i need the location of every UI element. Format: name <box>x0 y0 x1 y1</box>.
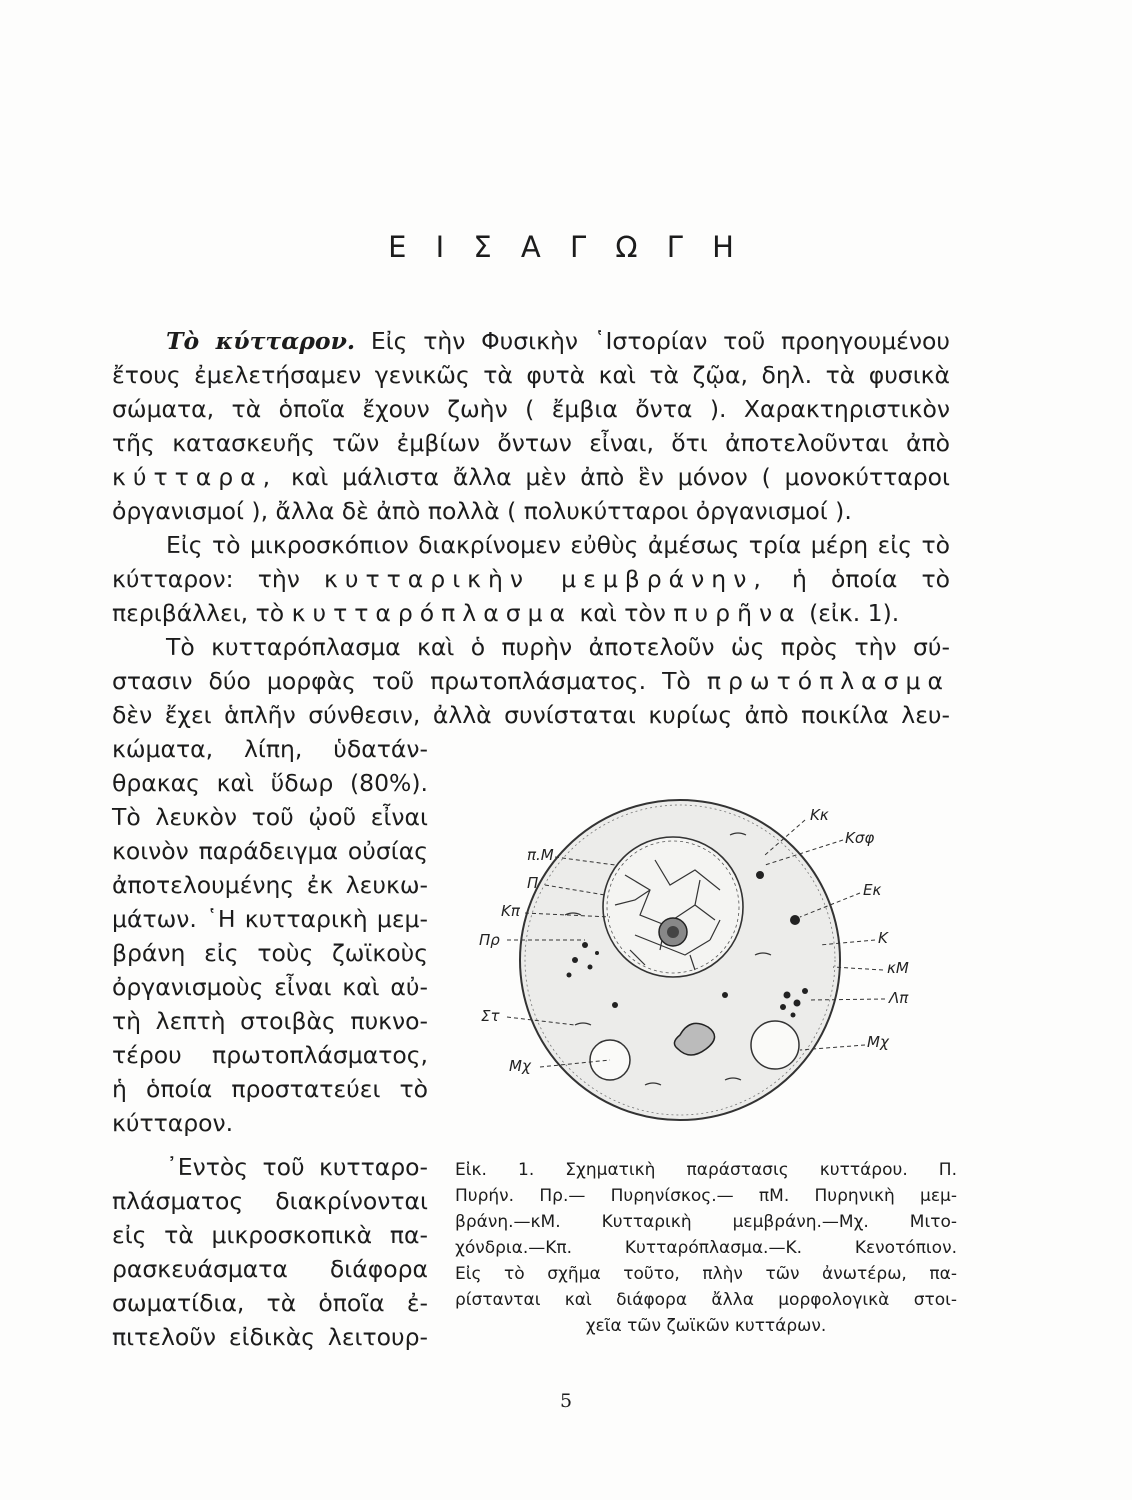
label-Kso: Κσφ <box>845 829 875 847</box>
narrow-line: εἰς τὰ μικροσκοπικὰ πα- <box>112 1221 428 1249</box>
label-Mx-right: Μχ <box>867 1033 889 1051</box>
narrow-line: πιτελοῦν εἰδικὰς λειτουρ- <box>112 1323 428 1351</box>
label-Pr: Πρ <box>479 931 500 949</box>
narrow-line: ρασκευάσματα διάφορα <box>112 1255 428 1283</box>
narrow-line: τέρου πρωτοπλάσματος, <box>112 1041 428 1069</box>
term-kyttara: κύτταρα, <box>112 463 278 491</box>
paragraph-1-line-4: τῆς κατασκευῆς τῶν ἐμβίων ὄντων εἶναι, ὅτι ἀποτελοῦνται ἀπὸ <box>112 429 950 457</box>
paragraph-3-line-3: δὲν ἔχει ἁπλῆν σύνθεσιν, ἀλλὰ συνίσταται κυρίως ἀπὸ ποικίλα λευ- <box>112 701 950 729</box>
term-membrane: κυτταρικὴν μεμβράνην, <box>324 565 768 593</box>
narrow-line: ᾿Εντὸς τοῦ κυτταρο- <box>166 1153 428 1181</box>
label-Ek: Εκ <box>863 881 882 899</box>
narrow-line: κοινὸν παράδειγμα οὐσίας <box>112 837 428 865</box>
term-cytoplasm: κυτταρόπλασμα <box>291 599 573 627</box>
paragraph-1-line-2: ἔτους ἐμελετήσαμεν γενικῶς τὰ φυτὰ καὶ τὰ ζῷα, δηλ. τὰ φυσικὰ <box>112 361 950 389</box>
figure-caption-line: ρίστανται καὶ διάφορα ἄλλα μορφολογικὰ στοι- <box>455 1290 957 1310</box>
narrow-line: βράνη εἰς τοὺς ζωϊκοὺς <box>112 939 428 967</box>
figure-caption-line: Πυρήν. Πρ.— Πυρηνίσκος.— πΜ. Πυρηνικὴ μεμ- <box>455 1186 957 1206</box>
narrow-line: Τὸ λευκὸν τοῦ ᾠοῦ εἶναι <box>112 803 428 831</box>
narrow-line: ἀποτελουμένης ἐκ λευκω- <box>112 871 428 899</box>
narrow-line: μάτων. ῾Η κυτταρικὴ μεμ- <box>112 905 428 933</box>
narrow-line: κύτταρον. <box>112 1109 234 1137</box>
paragraph-2-line-3: περιβάλλει, τὸ κυτταρόπλασμα καὶ τὸν πυρῆνα (εἰκ. 1). <box>112 599 900 627</box>
paragraph-2-line-2: κύτταρον: τὴν κυτταρικὴν μεμβράνην, ἡ ὁποία τὸ <box>112 565 950 593</box>
label-K: Κ <box>878 929 888 947</box>
paragraph-2-line-1: Εἰς τὸ μικροσκόπιον διακρίνομεν εὐθὺς ἀμέσως τρία μέρη εἰς τὸ <box>166 531 950 559</box>
label-Kk: Κκ <box>810 806 829 824</box>
figure-caption-line: χεῖα τῶν ζωϊκῶν κυττάρων. <box>585 1316 827 1336</box>
paragraph-3-line-2: στασιν δύο μορφὰς τοῦ πρωτοπλάσματος. Τὸ πρωτόπλασμα <box>112 667 950 695</box>
paragraph-3-line-1: Τὸ κυτταρόπλασμα καὶ ὁ πυρὴν ἀποτελοῦν ὡς πρὸς τὴν σύ- <box>166 633 950 661</box>
term-protoplasm: πρωτόπλασμα <box>706 667 950 695</box>
label-Mx-left: Μχ <box>509 1057 531 1075</box>
figure-caption-line: Εἰκ. 1. Σχηματικὴ παράστασις κυττάρου. Π. <box>455 1160 957 1180</box>
narrow-line: σωματίδια, τὰ ὁποῖα ἐ- <box>112 1289 428 1317</box>
label-Kp: Κπ <box>501 902 520 920</box>
label-P: Π <box>527 874 539 892</box>
narrow-line: ἡ ὁποία προστατεύει τὸ <box>112 1075 428 1103</box>
chapter-title: Ε Ι Σ Α Γ Ω Γ Η <box>388 230 744 264</box>
figure-caption-line: Εἰς τὸ σχῆμα τοῦτο, πλὴν τῶν ἀνωτέρω, πα- <box>455 1264 957 1284</box>
label-pM: π.Μ <box>527 846 554 864</box>
paragraph-1-line-3: σώματα, τὰ ὁποῖα ἔχουν ζωὴν ( ἔμβια ὄντα ). Χαρακτηριστικὸν <box>112 395 950 423</box>
cell-diagram <box>465 795 965 1135</box>
label-St: Στ <box>481 1007 500 1025</box>
section-heading: Τὸ κύτταρον. <box>166 327 356 355</box>
figure-caption-line: βράνη.—κΜ. Κυτταρικὴ μεμβράνη.—Μχ. Μιτο- <box>455 1212 957 1232</box>
narrow-line: κώματα, λίπη, ὑδατάν- <box>112 735 428 763</box>
vacuole <box>751 1021 799 1069</box>
figure-caption-line: χόνδρια.—Κπ. Κυτταρόπλασμα.—Κ. Κενοτόπιον. <box>455 1238 957 1258</box>
narrow-line: πλάσματος διακρίνονται <box>112 1187 428 1215</box>
nucleus <box>603 837 743 977</box>
paragraph-1-line-1: Τὸ κύτταρον. Εἰς τὴν Φυσικὴν ῾Ιστορίαν τοῦ προηγουμένου <box>166 327 950 355</box>
label-Lp: Λπ <box>889 989 909 1007</box>
paragraph-1-line-5: κύτταρα, καὶ μάλιστα ἄλλα μὲν ἀπὸ ἓν μόνον ( μονοκύτταροι <box>112 463 950 491</box>
label-kM: κΜ <box>887 959 909 977</box>
narrow-line: τὴ λεπτὴ στοιβὰς πυκνο- <box>112 1007 428 1035</box>
paragraph-1-line-6: ὀργανισμοί ), ἄλλα δὲ ἀπὸ πολλὰ ( πολυκύτταροι ὀργανισμοί ). <box>112 497 852 525</box>
page-number: 5 <box>559 1390 573 1412</box>
narrow-line: ὀργανισμοὺς εἶναι καὶ αὐ- <box>112 973 428 1001</box>
narrow-line: θρακας καὶ ὕδωρ (80%). <box>112 769 428 797</box>
term-nucleus: πυρῆνα <box>673 599 802 627</box>
